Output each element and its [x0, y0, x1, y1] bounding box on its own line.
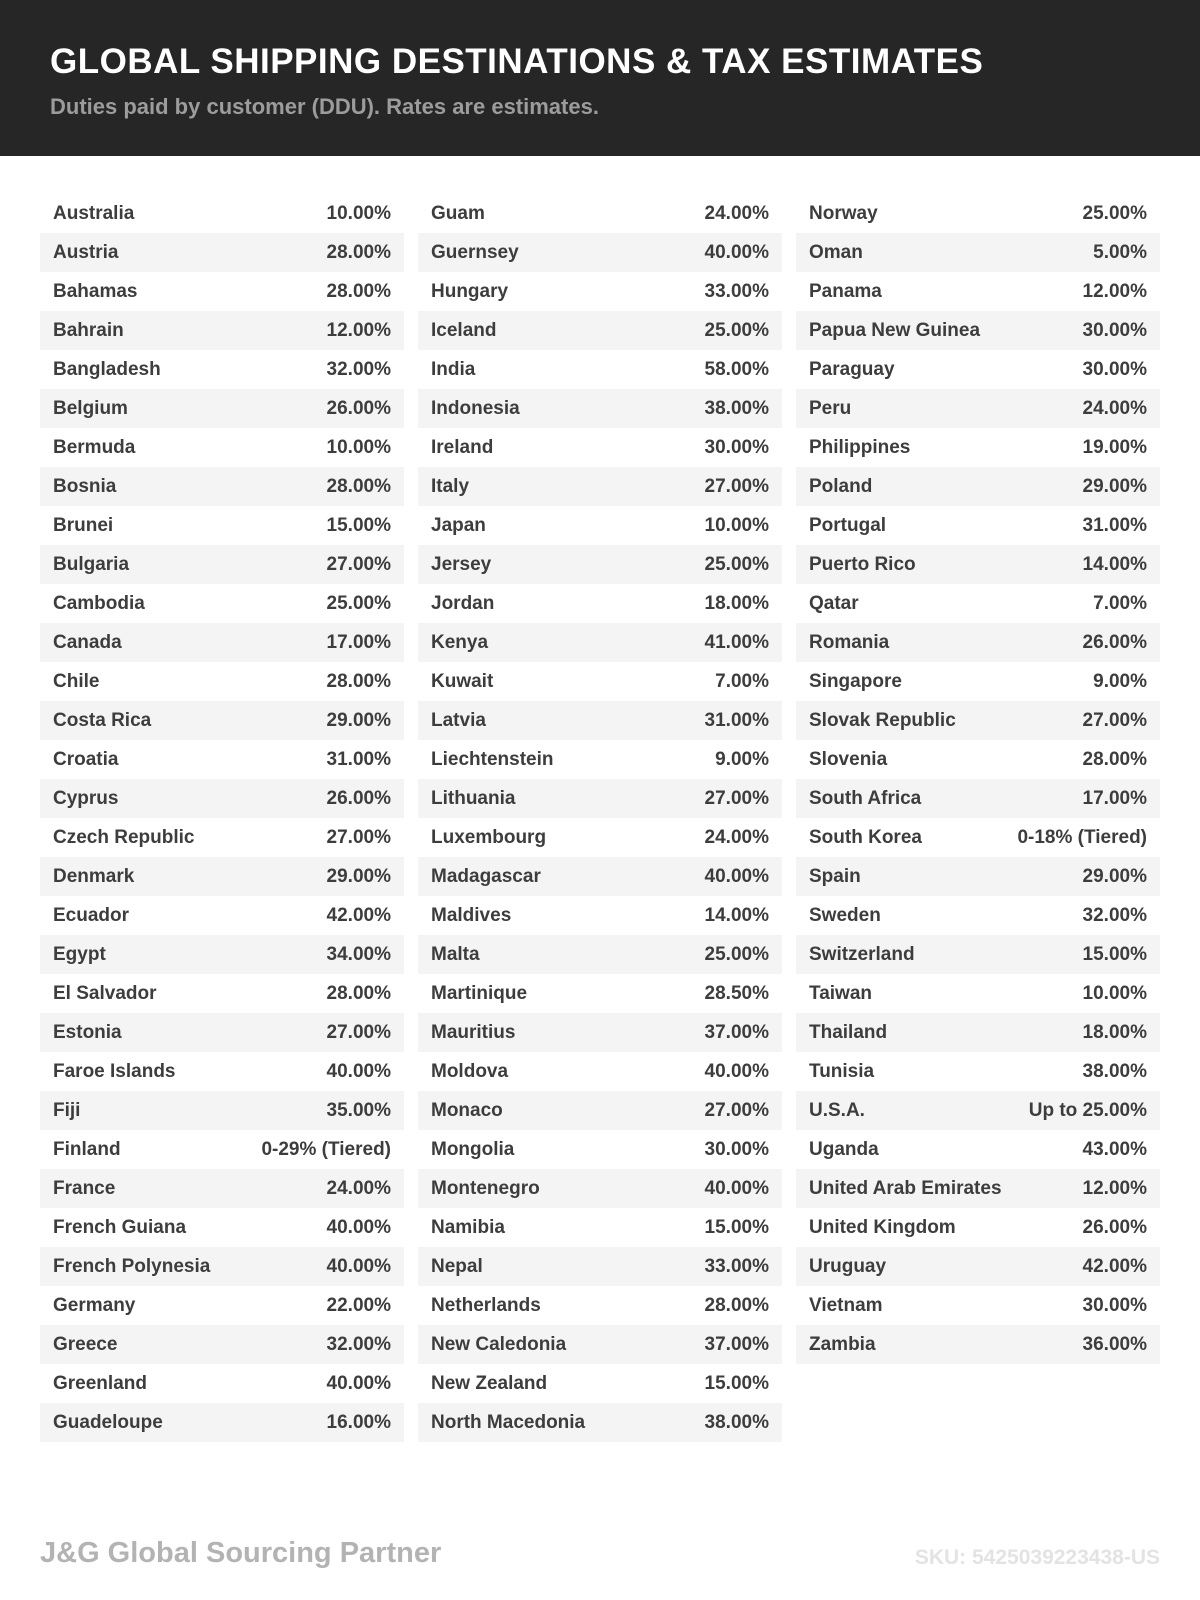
list-item — [796, 1013, 1160, 1052]
list-item — [40, 1091, 404, 1130]
country-name: Japan — [431, 514, 486, 536]
tax-rate: 40.00% — [326, 1216, 391, 1238]
country-name: Italy — [431, 475, 470, 497]
country-name: Norway — [809, 202, 878, 224]
tax-rate: 37.00% — [704, 1021, 769, 1043]
tax-rate: 27.00% — [1082, 709, 1147, 731]
tax-rate: 14.00% — [1082, 553, 1147, 575]
country-name: Portugal — [809, 514, 887, 536]
country-name: Vietnam — [809, 1294, 883, 1316]
country-name: South Africa — [809, 787, 922, 809]
list-item — [796, 896, 1160, 935]
list-item — [40, 935, 404, 974]
country-name: Australia — [53, 202, 135, 224]
tax-rate: 26.00% — [326, 397, 391, 419]
list-item — [418, 1091, 782, 1130]
list-item — [418, 233, 782, 272]
list-item — [418, 935, 782, 974]
country-name: Madagascar — [431, 865, 541, 887]
list-item — [418, 389, 782, 428]
country-name: New Zealand — [431, 1372, 548, 1394]
tax-rate: 25.00% — [1082, 202, 1147, 224]
list-item — [796, 1052, 1160, 1091]
tax-rate: 40.00% — [704, 241, 769, 263]
list-item — [796, 467, 1160, 506]
tax-rate: 28.50% — [704, 982, 769, 1004]
list-item — [40, 1208, 404, 1247]
country-name: Kenya — [431, 631, 489, 653]
country-name: New Caledonia — [431, 1333, 567, 1355]
list-item — [418, 428, 782, 467]
tax-rate: 10.00% — [1082, 982, 1147, 1004]
list-item — [796, 857, 1160, 896]
tax-rate: 30.00% — [1082, 319, 1147, 341]
tax-rate: 32.00% — [1082, 904, 1147, 926]
tax-rate: 18.00% — [704, 592, 769, 614]
country-name: Bahrain — [53, 319, 124, 341]
country-name: Philippines — [809, 436, 911, 458]
tax-rate: 38.00% — [704, 397, 769, 419]
country-name: Moldova — [431, 1060, 509, 1082]
tax-rate: 22.00% — [326, 1294, 391, 1316]
country-name: Denmark — [53, 865, 135, 887]
tax-rate: 36.00% — [1082, 1333, 1147, 1355]
table-column-2 — [418, 194, 782, 1442]
country-name: Singapore — [809, 670, 902, 692]
tax-rate: 33.00% — [704, 1255, 769, 1277]
list-item — [796, 1286, 1160, 1325]
tax-rate: 28.00% — [704, 1294, 769, 1316]
country-name: Fiji — [53, 1099, 81, 1121]
tax-rate: 40.00% — [704, 1177, 769, 1199]
country-name: Malta — [431, 943, 480, 965]
country-name: Guernsey — [431, 241, 519, 263]
list-item — [40, 194, 404, 233]
list-item — [418, 350, 782, 389]
tax-rate: 40.00% — [326, 1060, 391, 1082]
tax-rate: 25.00% — [326, 592, 391, 614]
tax-rate: 40.00% — [704, 865, 769, 887]
tax-rate: 29.00% — [326, 865, 391, 887]
country-name: Mauritius — [431, 1021, 516, 1043]
tax-rate: 28.00% — [1082, 748, 1147, 770]
tax-rate: 32.00% — [326, 1333, 391, 1355]
list-item — [40, 818, 404, 857]
country-name: Faroe Islands — [53, 1060, 176, 1082]
country-name: Bermuda — [53, 436, 136, 458]
table-column-3 — [796, 194, 1160, 1364]
list-item — [40, 1247, 404, 1286]
country-name: Bosnia — [53, 475, 117, 497]
list-item — [40, 1364, 404, 1403]
tax-rate: 16.00% — [326, 1411, 391, 1433]
list-item — [796, 623, 1160, 662]
tax-rate: 28.00% — [326, 280, 391, 302]
country-name: Guadeloupe — [53, 1411, 163, 1433]
tax-rate: 10.00% — [326, 436, 391, 458]
tax-rate: 14.00% — [704, 904, 769, 926]
tax-rate: 24.00% — [326, 1177, 391, 1199]
tax-rate: 7.00% — [715, 670, 769, 692]
list-item — [40, 1403, 404, 1442]
tax-rate: 25.00% — [704, 553, 769, 575]
tax-rate: 24.00% — [704, 826, 769, 848]
tax-rate: 30.00% — [704, 436, 769, 458]
list-item — [40, 1286, 404, 1325]
list-item — [40, 350, 404, 389]
tax-rate: 43.00% — [1082, 1138, 1147, 1160]
country-name: Martinique — [431, 982, 528, 1004]
country-name: Kuwait — [431, 670, 494, 692]
tax-rate: Up to 25.00% — [1028, 1099, 1147, 1121]
country-name: U.S.A. — [809, 1099, 865, 1121]
tax-rate: 17.00% — [326, 631, 391, 653]
tax-rate: 12.00% — [326, 319, 391, 341]
country-name: Peru — [809, 397, 852, 419]
tax-rate: 15.00% — [704, 1216, 769, 1238]
country-name: Oman — [809, 241, 863, 263]
country-name: Zambia — [809, 1333, 876, 1355]
list-item — [418, 1403, 782, 1442]
list-item — [40, 974, 404, 1013]
list-item — [796, 389, 1160, 428]
country-name: Mongolia — [431, 1138, 515, 1160]
country-name: Ecuador — [53, 904, 130, 926]
country-name: Germany — [53, 1294, 136, 1316]
tax-rate: 24.00% — [704, 202, 769, 224]
tax-rate: 27.00% — [326, 1021, 391, 1043]
country-name: Spain — [809, 865, 861, 887]
country-name: Croatia — [53, 748, 119, 770]
list-item — [40, 584, 404, 623]
tax-rate: 40.00% — [326, 1255, 391, 1277]
list-item — [40, 623, 404, 662]
list-item — [796, 545, 1160, 584]
list-item — [40, 311, 404, 350]
list-item — [796, 740, 1160, 779]
tax-rate-table — [0, 156, 1200, 1442]
country-name: United Arab Emirates — [809, 1177, 1002, 1199]
country-name: Lithuania — [431, 787, 516, 809]
tax-rate: 9.00% — [715, 748, 769, 770]
country-name: Luxembourg — [431, 826, 547, 848]
country-name: Poland — [809, 475, 873, 497]
tax-rate: 35.00% — [326, 1099, 391, 1121]
list-item — [418, 1325, 782, 1364]
list-item — [418, 1208, 782, 1247]
list-item — [418, 1013, 782, 1052]
country-name: Indonesia — [431, 397, 520, 419]
tax-rate: 0-18% (Tiered) — [1017, 826, 1147, 848]
tax-rate: 0-29% (Tiered) — [261, 1138, 391, 1160]
list-item — [418, 662, 782, 701]
list-item — [796, 233, 1160, 272]
country-name: French Polynesia — [53, 1255, 211, 1277]
country-name: United Kingdom — [809, 1216, 956, 1238]
country-name: Austria — [53, 241, 119, 263]
country-name: Panama — [809, 280, 882, 302]
list-item — [418, 311, 782, 350]
list-item — [418, 1169, 782, 1208]
country-name: Egypt — [53, 943, 106, 965]
tax-rate: 42.00% — [1082, 1255, 1147, 1277]
tax-rate: 10.00% — [704, 514, 769, 536]
tax-rate: 58.00% — [704, 358, 769, 380]
list-item — [796, 1091, 1160, 1130]
list-item — [40, 233, 404, 272]
country-name: Slovak Republic — [809, 709, 956, 731]
tax-rate: 28.00% — [326, 475, 391, 497]
tax-rate: 31.00% — [704, 709, 769, 731]
list-item — [796, 1247, 1160, 1286]
country-name: Qatar — [809, 592, 859, 614]
country-name: Cambodia — [53, 592, 145, 614]
country-name: Bangladesh — [53, 358, 161, 380]
list-item — [40, 272, 404, 311]
list-item — [40, 1325, 404, 1364]
tax-rate: 26.00% — [326, 787, 391, 809]
tax-rate: 28.00% — [326, 982, 391, 1004]
tax-rate: 33.00% — [704, 280, 769, 302]
country-name: Paraguay — [809, 358, 895, 380]
tax-rate: 15.00% — [1082, 943, 1147, 965]
list-item — [418, 194, 782, 233]
list-item — [418, 974, 782, 1013]
list-item — [418, 1247, 782, 1286]
list-item — [40, 467, 404, 506]
list-item — [796, 194, 1160, 233]
country-name: El Salvador — [53, 982, 157, 1004]
tax-rate: 30.00% — [1082, 1294, 1147, 1316]
country-name: Slovenia — [809, 748, 888, 770]
list-item — [796, 428, 1160, 467]
list-item — [796, 1325, 1160, 1364]
tax-rate: 27.00% — [326, 553, 391, 575]
list-item — [418, 701, 782, 740]
country-name: Jersey — [431, 553, 492, 575]
country-name: Finland — [53, 1138, 121, 1160]
list-item — [796, 1130, 1160, 1169]
country-name: India — [431, 358, 476, 380]
list-item — [796, 818, 1160, 857]
country-name: Thailand — [809, 1021, 888, 1043]
list-item — [796, 974, 1160, 1013]
tax-rate: 15.00% — [704, 1372, 769, 1394]
list-item — [796, 350, 1160, 389]
tax-rate: 9.00% — [1093, 670, 1147, 692]
tax-rate: 10.00% — [326, 202, 391, 224]
tax-rate: 25.00% — [704, 943, 769, 965]
tax-rate: 29.00% — [1082, 475, 1147, 497]
tax-rate: 5.00% — [1093, 241, 1147, 263]
country-name: North Macedonia — [431, 1411, 586, 1433]
list-item — [40, 740, 404, 779]
tax-rate: 30.00% — [704, 1138, 769, 1160]
tax-rate: 28.00% — [326, 241, 391, 263]
tax-rate: 19.00% — [1082, 436, 1147, 458]
country-name: Switzerland — [809, 943, 915, 965]
country-name: Czech Republic — [53, 826, 195, 848]
country-name: Chile — [53, 670, 100, 692]
country-name: Belgium — [53, 397, 128, 419]
list-item — [796, 1169, 1160, 1208]
country-name: Puerto Rico — [809, 553, 916, 575]
list-item — [40, 857, 404, 896]
tax-rate: 27.00% — [704, 787, 769, 809]
list-item — [40, 428, 404, 467]
list-item — [418, 467, 782, 506]
tax-rate: 34.00% — [326, 943, 391, 965]
tax-rate: 7.00% — [1093, 592, 1147, 614]
list-item — [418, 623, 782, 662]
tax-rate: 17.00% — [1082, 787, 1147, 809]
list-item — [418, 506, 782, 545]
tax-rate: 28.00% — [326, 670, 391, 692]
tax-rate: 37.00% — [704, 1333, 769, 1355]
list-item — [40, 506, 404, 545]
tax-rate: 26.00% — [1082, 631, 1147, 653]
list-item — [796, 311, 1160, 350]
tax-rate: 38.00% — [704, 1411, 769, 1433]
list-item — [418, 1286, 782, 1325]
country-name: Estonia — [53, 1021, 122, 1043]
list-item — [418, 1130, 782, 1169]
country-name: Netherlands — [431, 1294, 541, 1316]
country-name: Greenland — [53, 1372, 147, 1394]
sku-label: SKU: 5425039223438-US — [914, 1546, 1160, 1569]
list-item — [796, 662, 1160, 701]
tax-rate: 27.00% — [326, 826, 391, 848]
country-name: Namibia — [431, 1216, 505, 1238]
country-name: France — [53, 1177, 116, 1199]
list-item — [40, 779, 404, 818]
tax-rate: 30.00% — [1082, 358, 1147, 380]
country-name: Romania — [809, 631, 890, 653]
list-item — [40, 1169, 404, 1208]
list-item — [418, 1052, 782, 1091]
page-title: GLOBAL SHIPPING DESTINATIONS & TAX ESTIMATES — [50, 42, 984, 81]
list-item — [418, 584, 782, 623]
country-name: Ireland — [431, 436, 494, 458]
country-name: Uruguay — [809, 1255, 887, 1277]
tax-rate: 27.00% — [704, 475, 769, 497]
country-name: Bahamas — [53, 280, 138, 302]
country-name: Jordan — [431, 592, 495, 614]
country-name: Tunisia — [809, 1060, 875, 1082]
list-item — [418, 272, 782, 311]
list-item — [40, 389, 404, 428]
page-subtitle: Duties paid by customer (DDU). Rates are estimates. — [50, 94, 599, 119]
list-item — [40, 896, 404, 935]
country-name: Costa Rica — [53, 709, 152, 731]
list-item — [796, 584, 1160, 623]
country-name: Latvia — [431, 709, 486, 731]
list-item — [796, 272, 1160, 311]
country-name: Sweden — [809, 904, 881, 926]
list-item — [40, 1052, 404, 1091]
country-name: Nepal — [431, 1255, 483, 1277]
list-item — [418, 857, 782, 896]
tax-rate: 27.00% — [704, 1099, 769, 1121]
tax-rate: 31.00% — [326, 748, 391, 770]
country-name: Hungary — [431, 280, 509, 302]
country-name: Montenegro — [431, 1177, 540, 1199]
tax-rate: 12.00% — [1082, 280, 1147, 302]
country-name: Papua New Guinea — [809, 319, 981, 341]
tax-rate: 40.00% — [326, 1372, 391, 1394]
brand-name: J&G Global Sourcing Partner — [40, 1537, 442, 1569]
country-name: South Korea — [809, 826, 922, 848]
list-item — [40, 1013, 404, 1052]
tax-rate: 32.00% — [326, 358, 391, 380]
country-name: Maldives — [431, 904, 512, 926]
list-item — [418, 818, 782, 857]
list-item — [40, 701, 404, 740]
list-item — [796, 935, 1160, 974]
list-item — [796, 1208, 1160, 1247]
country-name: Guam — [431, 202, 485, 224]
list-item — [40, 1130, 404, 1169]
country-name: Iceland — [431, 319, 497, 341]
tax-rate: 29.00% — [326, 709, 391, 731]
tax-rate: 12.00% — [1082, 1177, 1147, 1199]
list-item — [40, 545, 404, 584]
page-footer — [0, 1537, 1200, 1600]
page-header — [0, 0, 1200, 156]
tax-rate: 29.00% — [1082, 865, 1147, 887]
list-item — [40, 662, 404, 701]
list-item — [796, 506, 1160, 545]
tax-rate: 42.00% — [326, 904, 391, 926]
country-name: Greece — [53, 1333, 118, 1355]
country-name: Liechtenstein — [431, 748, 554, 770]
tax-rate: 40.00% — [704, 1060, 769, 1082]
tax-rate: 41.00% — [704, 631, 769, 653]
country-name: Monaco — [431, 1099, 503, 1121]
tax-rate: 38.00% — [1082, 1060, 1147, 1082]
tax-rate: 24.00% — [1082, 397, 1147, 419]
country-name: Bulgaria — [53, 553, 130, 575]
country-name: Brunei — [53, 514, 114, 536]
tax-rate: 31.00% — [1082, 514, 1147, 536]
list-item — [418, 779, 782, 818]
list-item — [796, 779, 1160, 818]
list-item — [418, 896, 782, 935]
tax-rate: 15.00% — [326, 514, 391, 536]
list-item — [796, 701, 1160, 740]
table-column-1 — [40, 194, 404, 1442]
tax-rate: 25.00% — [704, 319, 769, 341]
country-name: Taiwan — [809, 982, 872, 1004]
country-name: Uganda — [809, 1138, 879, 1160]
country-name: French Guiana — [53, 1216, 187, 1238]
list-item — [418, 545, 782, 584]
list-item — [418, 1364, 782, 1403]
country-name: Canada — [53, 631, 122, 653]
tax-rate: 26.00% — [1082, 1216, 1147, 1238]
list-item — [418, 740, 782, 779]
tax-rate: 18.00% — [1082, 1021, 1147, 1043]
country-name: Cyprus — [53, 787, 119, 809]
